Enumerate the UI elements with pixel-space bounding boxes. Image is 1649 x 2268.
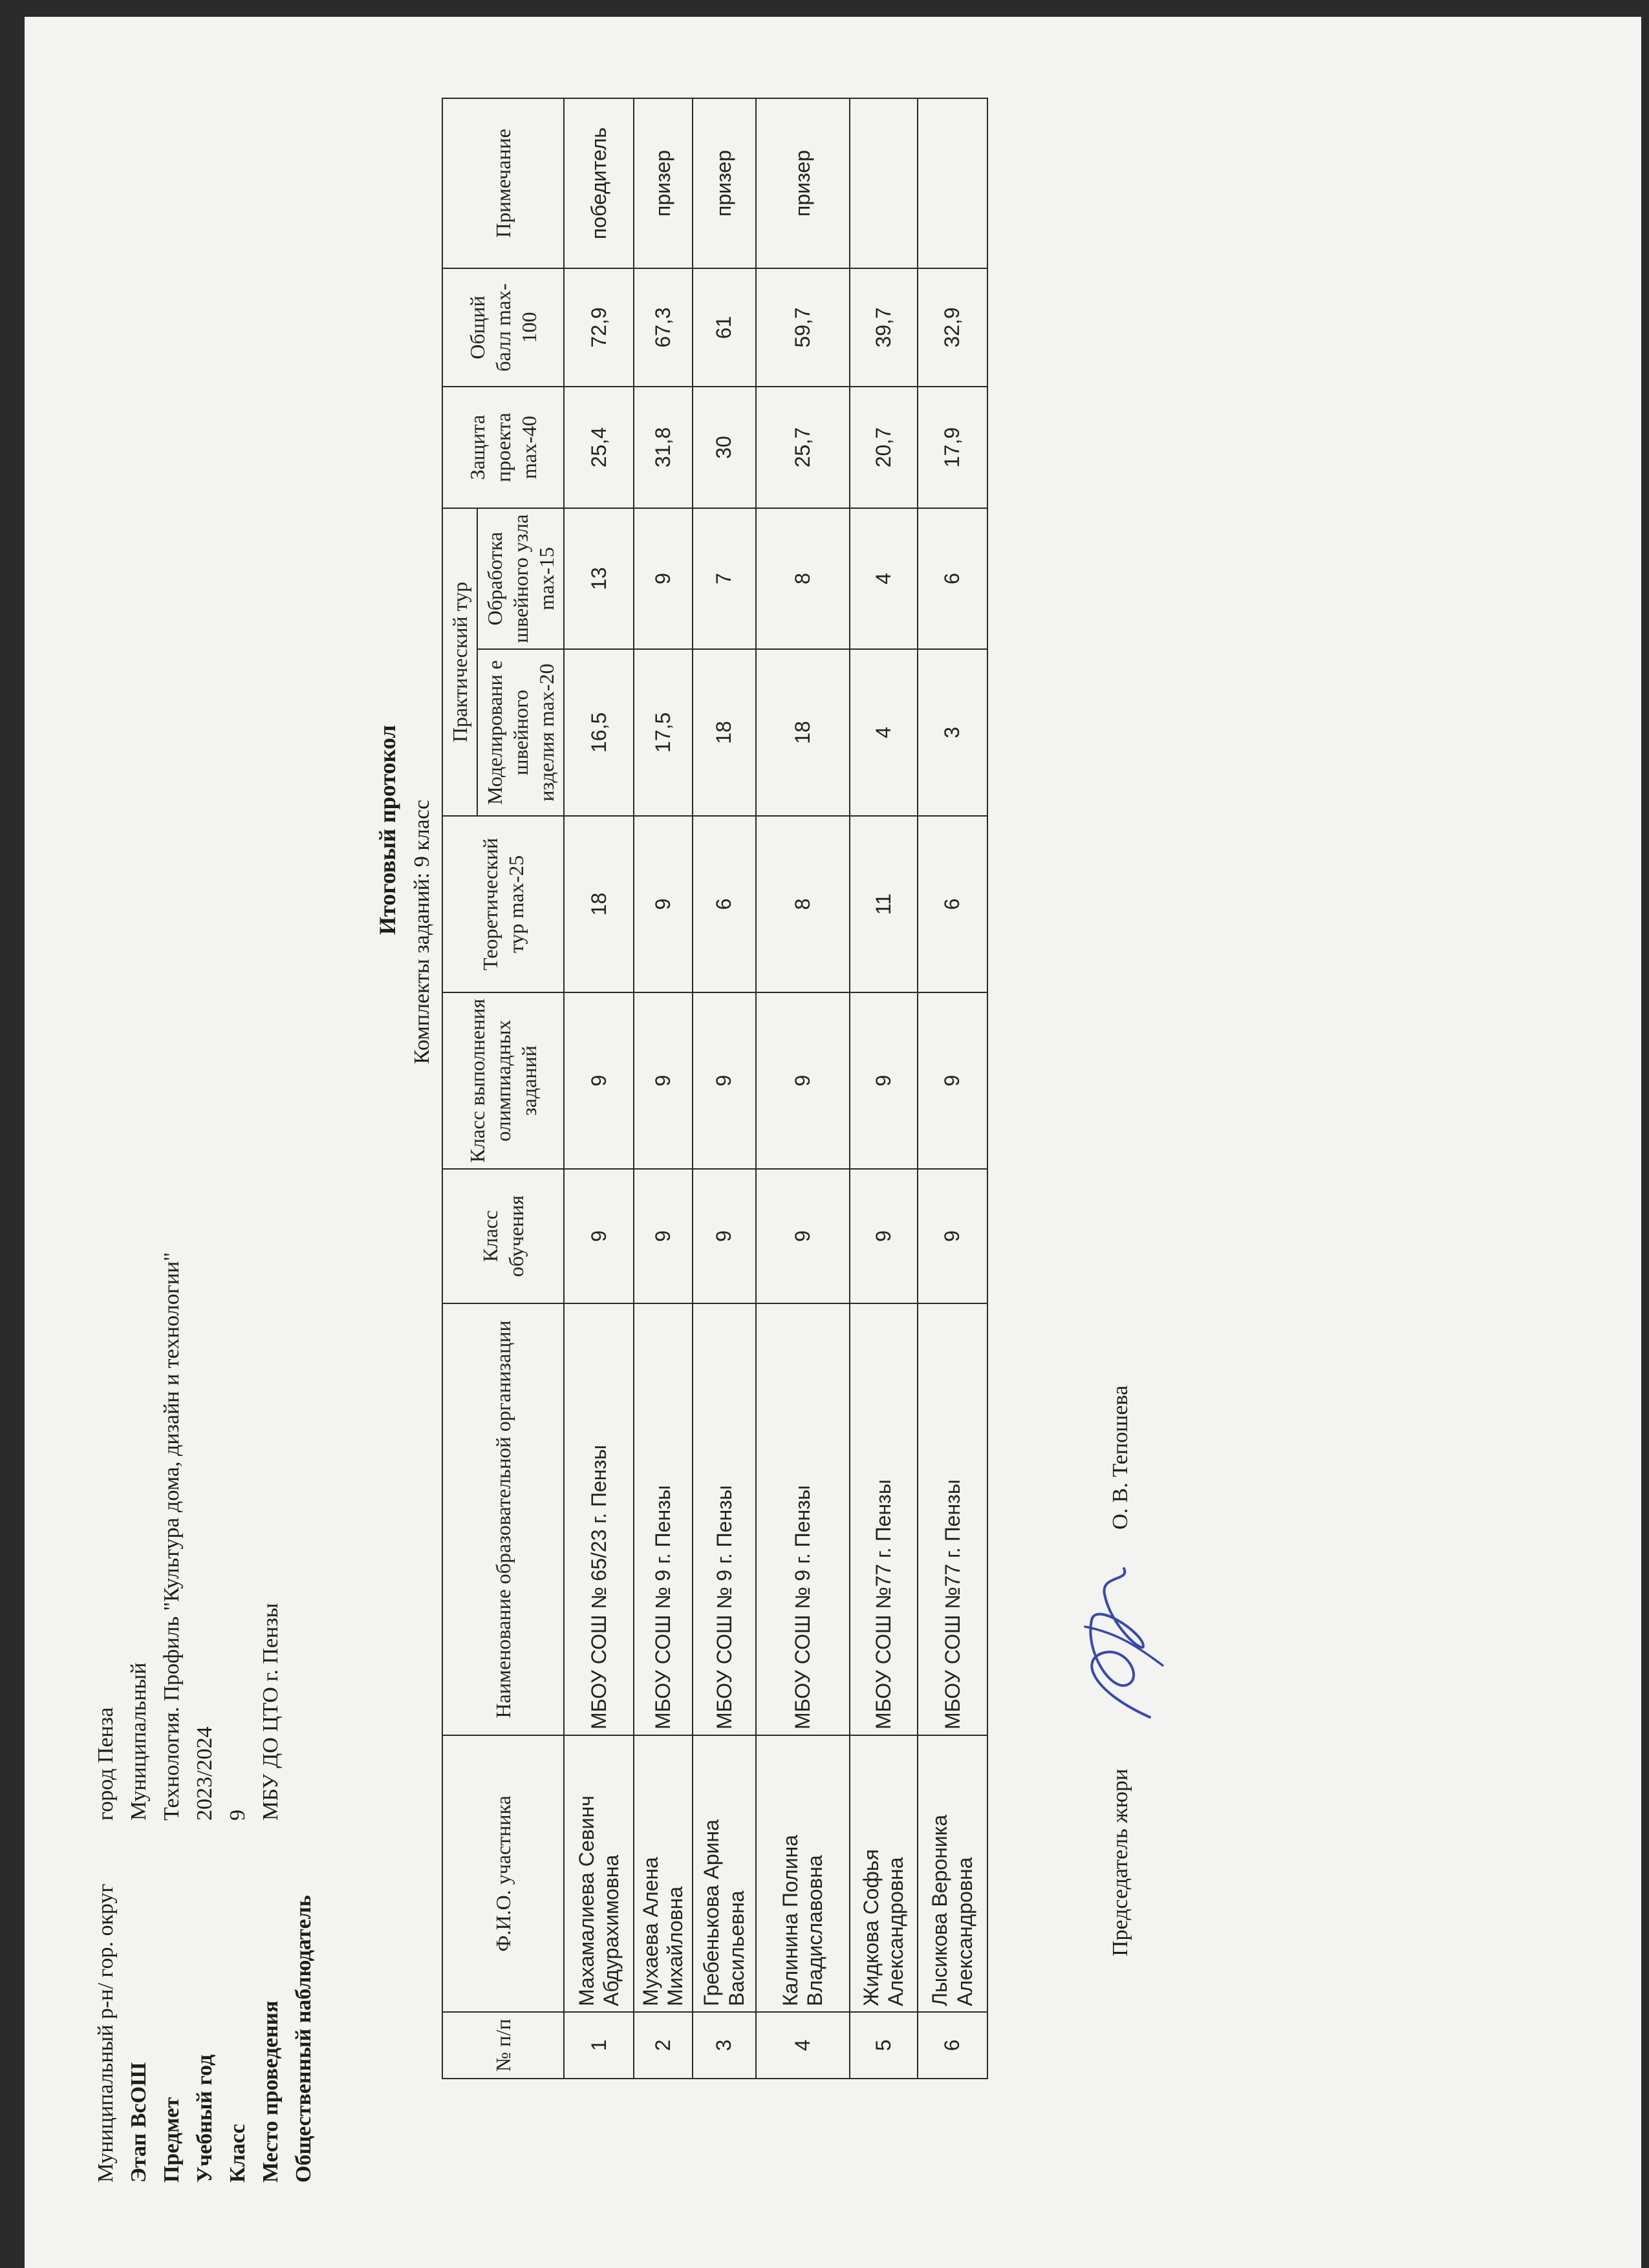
results-table <box>442 98 988 2079</box>
cell-class-tasks: 9 <box>564 992 634 1169</box>
header-value: 2023/2024 <box>193 1726 217 1821</box>
col-org-header: Наименование образовательной организации <box>442 1303 564 1735</box>
cell-modeling: 17,5 <box>634 649 693 816</box>
cell-class-study: 9 <box>918 1169 987 1303</box>
signature-block <box>1066 1385 1176 1956</box>
table-row <box>756 98 850 2079</box>
header-row <box>155 1252 188 2183</box>
cell-num: 6 <box>918 2012 987 2079</box>
header-label: Предмет <box>160 2097 184 2183</box>
jury-chair-name: О. В. Тепошева <box>1108 1385 1132 1530</box>
cell-processing: 4 <box>850 508 918 649</box>
table-row <box>918 98 987 2079</box>
cell-theory: 8 <box>756 816 850 992</box>
cell-class-study: 9 <box>564 1169 634 1303</box>
cell-class-tasks: 9 <box>850 992 918 1169</box>
col-num-header: № п/п <box>442 2012 564 2079</box>
cell-modeling: 16,5 <box>564 649 634 816</box>
col-fio-header: Ф.И.О. участника <box>442 1735 564 2012</box>
col-class-tasks-header: Класс выполнения олимпиадных заданий <box>442 992 564 1169</box>
cell-modeling: 3 <box>918 649 987 816</box>
col-defense-header: Защита проекта max-40 <box>442 387 564 508</box>
header-label: Класс <box>226 2124 250 2183</box>
cell-class-study: 9 <box>693 1169 756 1303</box>
header-row <box>221 1252 254 2183</box>
cell-org: МБОУ СОШ № 9 г. Пензы <box>693 1303 756 1735</box>
cell-defense: 25,7 <box>756 387 850 508</box>
rotated-content <box>25 17 1628 2241</box>
cell-modeling: 18 <box>693 649 756 816</box>
cell-class-tasks: 9 <box>634 992 693 1169</box>
col-total-header: Общий балл max-100 <box>442 268 564 387</box>
cell-org: МБОУ СОШ № 9 г. Пензы <box>756 1303 850 1735</box>
cell-org: МБОУ СОШ №77 г. Пензы <box>850 1303 918 1735</box>
header-row <box>188 1252 221 2183</box>
cell-note: призер <box>693 98 756 268</box>
header-label: Учебный год <box>193 2054 217 2183</box>
cell-fio: Лысикова Вероника Александровна <box>918 1735 987 2012</box>
cell-theory: 6 <box>693 816 756 992</box>
header-label: Муниципальный р-н/ гор. округ <box>94 1883 118 2183</box>
cell-num: 2 <box>634 2012 693 2079</box>
cell-modeling: 4 <box>850 649 918 816</box>
protocol-title: Итоговый протокол <box>374 725 400 935</box>
table-row <box>634 98 693 2079</box>
cell-org: МБОУ СОШ № 65/23 г. Пензы <box>564 1303 634 1735</box>
col-class-study-header: Класс обучения <box>442 1169 564 1303</box>
cell-defense: 25,4 <box>564 387 634 508</box>
cell-processing: 13 <box>564 508 634 649</box>
cell-theory: 11 <box>850 816 918 992</box>
header-label: Общественный наблюдатель <box>292 1895 316 2183</box>
table-row <box>564 98 634 2079</box>
header-label: Этап ВсОШ <box>127 2062 151 2183</box>
header-value: Муниципальный <box>127 1662 151 1821</box>
header-row <box>122 1252 155 2183</box>
cell-fio: Калинина Полина Владиславовна <box>756 1735 850 2012</box>
cell-note: призер <box>634 98 693 268</box>
cell-defense: 20,7 <box>850 387 918 508</box>
cell-theory: 9 <box>634 816 693 992</box>
signature-image <box>1066 1556 1176 1730</box>
cell-total: 72,9 <box>564 268 634 387</box>
document-page <box>25 17 1641 2268</box>
cell-theory: 18 <box>564 816 634 992</box>
header-row <box>287 1252 320 2183</box>
cell-total: 39,7 <box>850 268 918 387</box>
header-value: Технология. Профиль "Культура дома, дизайн и технологии" <box>160 1252 184 1821</box>
header-value: город Пенза <box>94 1707 118 1821</box>
cell-class-study: 9 <box>850 1169 918 1303</box>
cell-fio: Гребенькова Арина Васильевна <box>693 1735 756 2012</box>
cell-num: 1 <box>564 2012 634 2079</box>
header-label: Место проведения <box>259 2000 283 2183</box>
cell-class-tasks: 9 <box>918 992 987 1169</box>
header-block <box>89 1252 320 2183</box>
col-modeling-header: Моделировани е швейного изделия max-20 <box>477 649 564 816</box>
protocol-subtitle: Комплекты заданий: 9 класс <box>410 799 434 1064</box>
cell-processing: 8 <box>756 508 850 649</box>
header-row <box>254 1252 287 2183</box>
cell-theory: 6 <box>918 816 987 992</box>
cell-num: 5 <box>850 2012 918 2079</box>
col-note-header: Примечание <box>442 98 564 268</box>
cell-total: 32,9 <box>918 268 987 387</box>
cell-note <box>918 98 987 268</box>
table-header-row <box>442 98 477 2079</box>
cell-num: 3 <box>693 2012 756 2079</box>
cell-defense: 31,8 <box>634 387 693 508</box>
cell-fio: Махамалиева Севинч Абдурахимовна <box>564 1735 634 2012</box>
header-row <box>89 1252 122 2183</box>
cell-class-study: 9 <box>634 1169 693 1303</box>
cell-total: 59,7 <box>756 268 850 387</box>
cell-class-study: 9 <box>756 1169 850 1303</box>
col-theory-header: Теоретический тур max-25 <box>442 816 564 992</box>
cell-modeling: 18 <box>756 649 850 816</box>
jury-chair-label: Председатель жюри <box>1108 1768 1132 1956</box>
cell-total: 67,3 <box>634 268 693 387</box>
cell-fio: Жидкова Софья Александровна <box>850 1735 918 2012</box>
cell-note: призер <box>756 98 850 268</box>
cell-processing: 9 <box>634 508 693 649</box>
cell-org: МБОУ СОШ № 9 г. Пензы <box>634 1303 693 1735</box>
cell-org: МБОУ СОШ №77 г. Пензы <box>918 1303 987 1735</box>
header-value: 9 <box>226 1810 250 1821</box>
cell-processing: 7 <box>693 508 756 649</box>
cell-note <box>850 98 918 268</box>
header-value: МБУ ДО ЦТО г. Пензы <box>259 1603 283 1821</box>
cell-total: 61 <box>693 268 756 387</box>
cell-note: победитель <box>564 98 634 268</box>
cell-fio: Мухаева Алена Михайловна <box>634 1735 693 2012</box>
cell-class-tasks: 9 <box>693 992 756 1169</box>
cell-class-tasks: 9 <box>756 992 850 1169</box>
cell-processing: 6 <box>918 508 987 649</box>
col-practical-header: Практический тур <box>442 508 477 816</box>
col-processing-header: Обработка швейного узла max-15 <box>477 508 564 649</box>
cell-num: 4 <box>756 2012 850 2079</box>
cell-defense: 17,9 <box>918 387 987 508</box>
cell-defense: 30 <box>693 387 756 508</box>
table-row <box>693 98 756 2079</box>
table-row <box>850 98 918 2079</box>
